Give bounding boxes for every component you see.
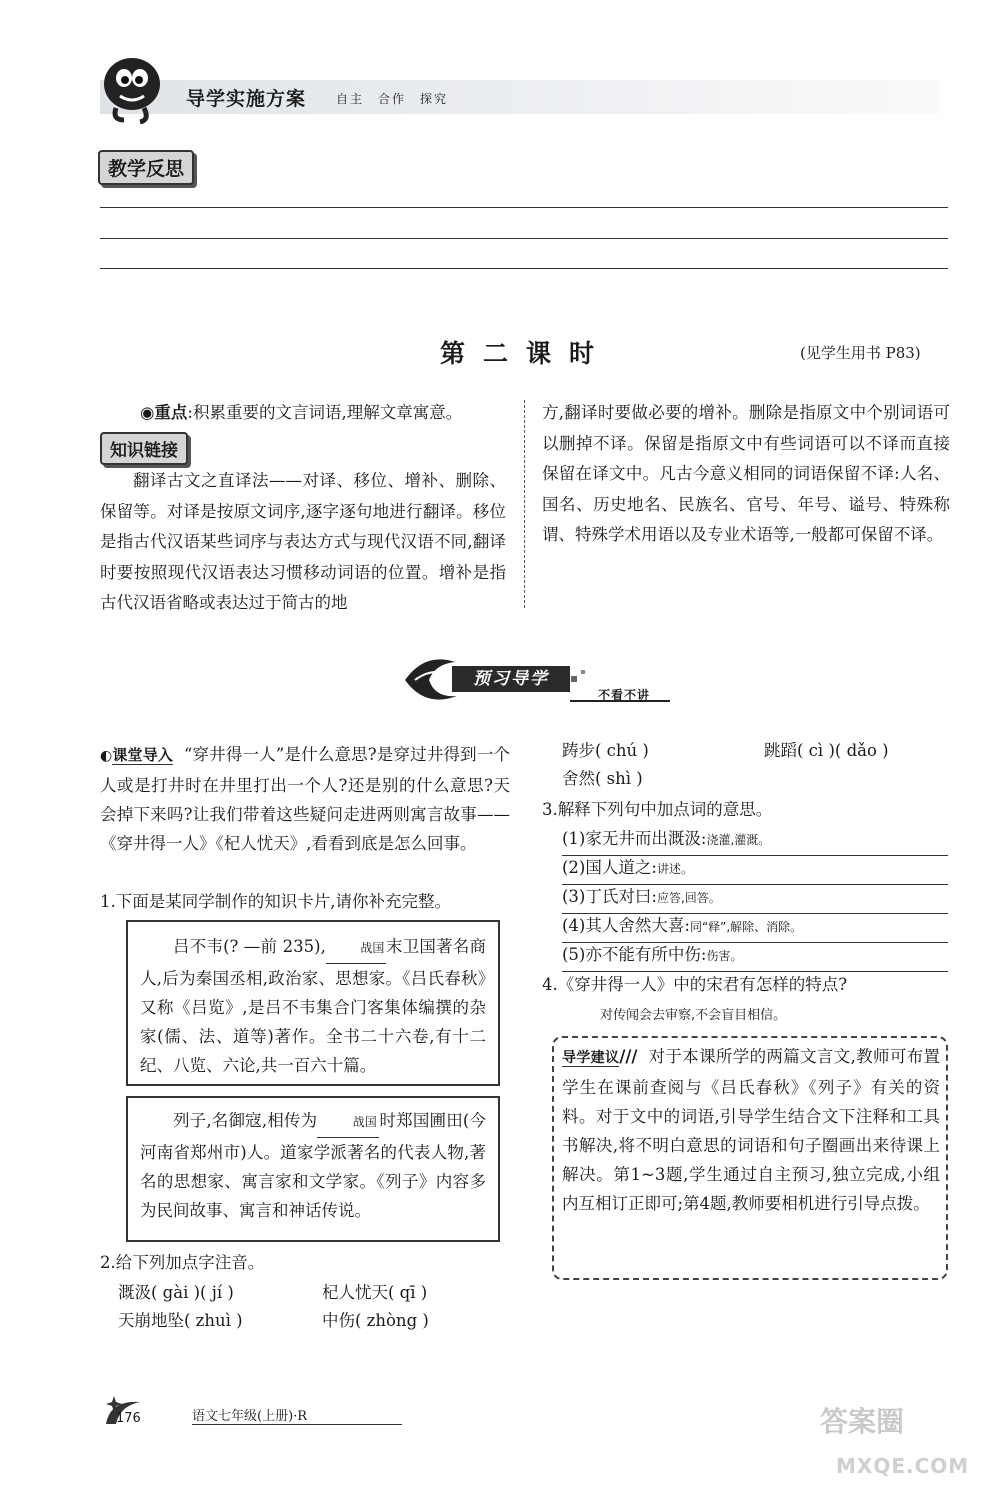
q3-item-1: (1)家无井而出溉汲:浇灌,灌溉。: [562, 824, 948, 856]
reflection-label: 教学反思: [98, 150, 194, 185]
q3-item-5: (5)亦不能有所中伤:伤害。: [562, 940, 948, 972]
card1-blank[interactable]: 战国: [326, 934, 386, 964]
column-divider: [524, 400, 525, 608]
tip-paragraph: 导学建议/// 对于本课所学的两篇文言文,教师可布置学生在课前查阅与《吕氏春秋》《列子》有关的资料。对于文中的词语,引导学生结合文下注释和工具书解决,将不明白意思的词语和句子圈画出来待课上解决。第1~3题,学生通过自主预习,独立完成,小组内互相订正即可;第4题,教师要相机进行引导点拨。: [562, 1047, 940, 1213]
q2-right-line-1a: 踌步( chú ): [562, 741, 649, 760]
banner-title: 预习导学: [452, 666, 570, 692]
banner-note: 不看不讲: [598, 688, 651, 702]
watermark-brand: 答案圈: [820, 1405, 905, 1438]
watermark-url: MXQE.COM: [836, 1454, 970, 1478]
book-icon: ◐: [100, 748, 113, 764]
header-title: 导学实施方案: [186, 88, 307, 110]
q1-prompt: 1.下面是某同学制作的知识卡片,请你补充完整。: [100, 892, 451, 911]
q2-left-line-2b: 中伤( zhòng ): [322, 1311, 429, 1330]
reflection-line-2: [100, 238, 948, 239]
q2-left-line-1b: 杞人忧天( qī ): [322, 1283, 428, 1302]
knowledge-card-2: 列子,名御寇,相传为 战国 时郑国圃田(今河南省郑州市)人。道家学派著名的代表人物,著名的思想家、寓言家和文学家。《列子》内容多为民间故事、寓言和神话传说。: [126, 1096, 500, 1242]
card2-blank[interactable]: 战国: [317, 1108, 379, 1138]
bullet-icon: ◉: [140, 403, 155, 422]
knowledge-text-right: 方,翻译时要做必要的增补。删除是指原文中个别词语可以删掉不译。保留是指原文中有些词语可以不译而直接保留在译文中。凡古今意义相同的词语保留不译:人名、国名、历史地名、民族名、官号、年号、谥号、特殊称谓、特殊学术用语以及专业术语等,一般都可保留不译。: [542, 403, 950, 544]
q2-left-line-2a: 天崩地坠( zhuì ): [118, 1311, 243, 1330]
q3-item-2: (2)国人道之:讲述。: [562, 853, 948, 885]
intro-paragraph: ◐课堂导入 “穿井得一人”是什么意思?是穿过井得到一个人或是打井时在井里打出一个人?还是别的什么意思?天会掉下来吗?让我们带着这些疑问走进两则寓言故事——《穿井得一人》《杞人忧天》,看看到底是怎么回事。: [100, 745, 510, 853]
q4-answer: 对传闻会去审察,不会盲目相信。: [600, 1008, 787, 1023]
banner-underline: [570, 700, 670, 702]
reflection-line-3: [100, 268, 948, 269]
focus-line: ◉重点:积累重要的文言词语,理解文章寓意。: [140, 403, 463, 422]
q3-prompt: 3.解释下列句中加点词的意思。: [542, 800, 773, 819]
q4-prompt: 4.《穿井得一人》中的宋君有怎样的特点?: [542, 975, 848, 994]
header-subtitle: 自主 合作 探究: [336, 92, 449, 106]
footer-underline: [192, 1424, 402, 1425]
q2-left-line-1a: 溉汲( gài )( jí ): [118, 1283, 234, 1302]
q3-item-3: (3)丁氏对曰:应答,回答。: [562, 882, 948, 914]
lesson-ref: (见学生用书 P83): [800, 344, 921, 362]
knowledge-text-left: 翻译古文之直译法——对译、移位、增补、删除、保留等。对译是按原文词序,逐字逐句地进行翻译。移位是指古代汉语某些词序与表达方式与现代汉语不同,翻译时要按照现代汉语表达习惯移动词语的位置。增补是指古代汉语省略或表达过于简古的地: [100, 471, 506, 612]
lesson-title: 第二课时: [440, 339, 613, 368]
q3-item-4: (4)其人舍然大喜:同“释”,解除、消除。: [562, 911, 948, 943]
footer-book: 语文七年级(上册)·R: [192, 1409, 308, 1424]
reflection-line-1: [100, 207, 948, 208]
q2-prompt: 2.给下列加点字注音。: [100, 1253, 265, 1272]
page-number: 176: [116, 1411, 141, 1426]
slash-icon: ///: [619, 1047, 638, 1066]
knowledge-card-1: 吕不韦(? —前 235), 战国末卫国著名商人,后为秦国丞相,政治家、思想家。《吕氏春秋》又称《吕览》,是吕不韦集合门客集体编撰的杂家(儒、法、道等)著作。全书二十六卷,有十二纪、八览、六论,共一百六十篇。: [126, 920, 500, 1086]
mascot-icon: [96, 50, 166, 124]
q2-right-line-2: 舍然( shì ): [562, 769, 643, 788]
q2-right-line-1b: 跳蹈( cì )( dǎo ): [764, 741, 889, 760]
knowledge-label: 知识链接: [100, 432, 188, 465]
